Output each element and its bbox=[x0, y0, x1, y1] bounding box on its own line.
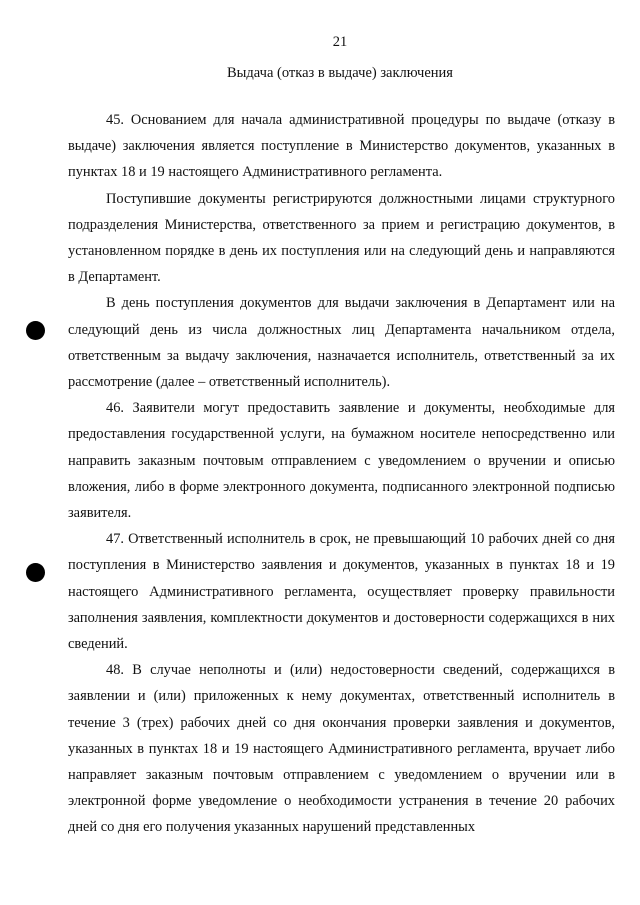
paragraph-registration: Поступившие документы регистрируются должностными лицами структурного подразделения Министерства, ответственного за прием и регистрацию документов, в установленном порядке в день их поступления или на следующий день и направляются в Департамент. bbox=[68, 190, 615, 286]
paragraph-47: 47. Ответственный исполнитель в срок, не превышающий 10 рабочих дней со дня поступления в Министерство заявления и документов, указанных в пунктах 18 и 19 настоящего Административного регламента, осуществляет проверку правильности заполнения заявления, комплектности документов и достоверности содержащихся в них сведений. bbox=[68, 531, 615, 653]
punch-hole bbox=[26, 563, 45, 582]
paragraph-45: 45. Основанием для начала административной процедуры по выдаче (отказу в выдаче) заключения является поступление в Министерство документов, указанных в пунктах 18 и 19 настоящего Административного регламента. bbox=[68, 112, 615, 181]
paragraph-46: 46. Заявители могут предоставить заявление и документы, необходимые для предоставления государственной услуги, на бумажном носителе непосредственно или направить заказным почтовым отправлением с уведомлением о вручении и описью вложения, либо в форме электронного документа, подписанного электронной подписью заявителя. bbox=[68, 400, 615, 522]
punch-hole bbox=[26, 321, 45, 340]
paragraph-48: 48. В случае неполноты и (или) недостоверности сведений, содержащихся в заявлении и (или) приложенных к нему документах, ответственный исполнитель в течение 3 (трех) рабочих дней со дня окончания проверки заявления и документов, указанных в пунктах 18 и 19 настоящего Административного регламента, вручает либо направляет заказным почтовым отправлением с уведомлением о вручении или в электронной форме уведомление о необходимости устранения в течение 20 рабочих дней со дня его получения указанных нарушений представленных bbox=[68, 662, 615, 836]
section-title: Выдача (отказ в выдаче) заключения bbox=[227, 65, 453, 81]
document-body bbox=[68, 107, 615, 841]
page-number: 21 bbox=[332, 34, 348, 50]
paragraph-assignment: В день поступления документов для выдачи заключения в Департамент или на следующий день из числа должностных лиц Департамента начальником отдела, ответственным за выдачу заключения, назначается исполнитель, ответственный за их рассмотрение (далее – ответственный исполнитель). bbox=[68, 295, 615, 391]
